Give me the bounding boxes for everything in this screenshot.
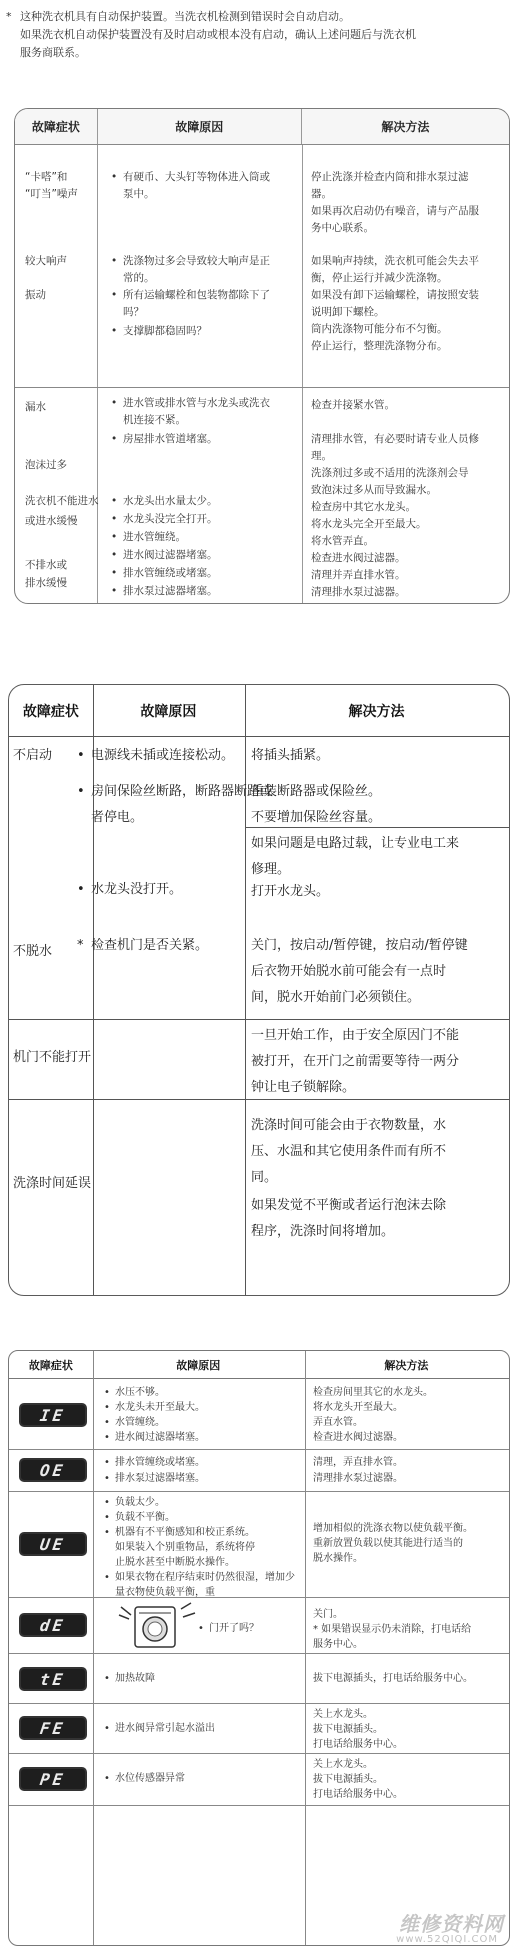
error-code-display: UE — [19, 1532, 87, 1556]
error-code-display: dE — [19, 1613, 87, 1637]
symptom-text: 较大响声 — [25, 255, 67, 267]
solution-text: 将插头插紧。 — [251, 748, 330, 763]
bullet: • — [77, 882, 85, 897]
symptom-text: 不脱水 — [13, 944, 53, 959]
symptom-text: “卡嗒”和 — [25, 171, 68, 183]
cause-text: 房间保险丝断路，断路器断路或 — [91, 784, 274, 799]
solution-text: 检查并接紧水管。 — [311, 399, 395, 411]
solution-text: 停止运行，整理洗涤物分布。 — [311, 340, 448, 352]
solution-text: 清理排水管，有必要时请专业人员修 — [311, 433, 479, 445]
intro-text — [6, 8, 510, 62]
cause-text: 如果装入个别重物品，系统将停 — [115, 1542, 255, 1553]
cause-text: 者停电。 — [91, 810, 144, 825]
solution-text: 说明卸下螺栓。 — [311, 306, 385, 318]
watermark-url: www.52QIQI.COM — [396, 1934, 498, 1945]
cause-text: 吗？ — [123, 306, 144, 318]
header-cause: 故障原因 — [97, 109, 301, 144]
solution-text: 不要增加保险丝容量。 — [251, 810, 382, 825]
cause-text: • 水管缠绕。 — [115, 1415, 165, 1430]
cause-text: • 机器有不平衡感知和校正系统。 — [115, 1525, 255, 1540]
solution-text: 清理并弄直排水管。 — [311, 569, 406, 581]
symptom-text: 机门不能打开 — [13, 1050, 92, 1065]
symptom-text: 或进水缓慢 — [25, 515, 78, 527]
symptom-text: 不排水或 — [25, 559, 67, 571]
row-divider — [9, 1753, 509, 1754]
header-solution: 解决方法 — [348, 703, 405, 720]
troubleshooting-table-1 — [14, 108, 510, 604]
solution-text: 检查房间里其它的水龙头。 — [313, 1387, 433, 1398]
row-divider — [9, 1449, 509, 1450]
symptom-text: 洗涤时间延误 — [13, 1176, 92, 1191]
cause-text: • 加热故障 — [115, 1671, 155, 1686]
column-divider — [93, 685, 94, 1295]
header-solution: 解决方法 — [301, 109, 509, 144]
symptom-text: 漏水 — [25, 401, 46, 413]
solution-text: 后衣物开始脱水前可能会有一点时 — [251, 964, 447, 979]
troubleshooting-table-2 — [8, 684, 510, 1296]
symptom-text: 振动 — [25, 289, 46, 301]
cause-text: 电源线未插或连接松动。 — [91, 748, 235, 763]
cause-text: 常的。 — [123, 272, 155, 284]
washer-door-icon — [111, 1601, 201, 1649]
solution-text: 拔下电源插头，打电话给服务中心。 — [313, 1673, 473, 1684]
cause-text: • 进水阀过滤器堵塞。 — [115, 1430, 205, 1445]
solution-text: 关门，按启动/暂停键，按启动/暂停键 — [251, 938, 468, 953]
solution-text: 拔下电源插头。 — [313, 1774, 383, 1785]
column-divider — [305, 1351, 306, 1945]
header-cause: 故障原因 — [140, 703, 197, 720]
cause-text: • 进水阀过滤器堵塞。 — [123, 547, 218, 564]
solution-text: 一旦开始工作，由于安全原因门不能 — [251, 1028, 460, 1043]
watermark: 维修资料网 — [399, 1912, 504, 1936]
solution-text: 衡，停止运行并减少洗涤物。 — [311, 272, 448, 284]
symptom-text: 洗衣机不能进水 — [25, 495, 99, 507]
header-solution: 解决方法 — [384, 1358, 429, 1372]
solution-text: 清理排水泵过滤器。 — [313, 1473, 403, 1484]
row-divider — [9, 1491, 509, 1492]
solution-text: 如果发觉不平衡或者运行泡沫去除 — [251, 1198, 447, 1213]
error-code-display: tE — [19, 1667, 87, 1691]
cause-text: 机连接不紧。 — [123, 414, 186, 426]
solution-text: 将水管弄直。 — [311, 535, 374, 547]
cause-text: 止脱水甚至中断脱水操作。 — [115, 1557, 235, 1568]
row-divider — [15, 387, 509, 388]
solution-text: 检查进水阀过滤器。 — [313, 1432, 403, 1443]
cause-text: • 负载不平衡。 — [115, 1510, 175, 1525]
solution-text: 被打开，在开门之前需要等待一两分 — [251, 1054, 460, 1069]
row-divider — [9, 1653, 509, 1654]
solution-text: 检查房中其它水龙头。 — [311, 501, 416, 513]
error-code-table — [8, 1350, 510, 1946]
error-code-display: OE — [19, 1458, 87, 1482]
header-symptom: 故障症状 — [28, 1358, 73, 1372]
row-divider — [9, 1703, 509, 1704]
cause-text: • 水位传感器异常 — [115, 1771, 185, 1786]
symptom-text: 泡沫过多 — [25, 459, 67, 471]
solution-text: 筒内洗涤物可能分布不匀衡。 — [311, 323, 448, 335]
solution-text: 修理。 — [251, 862, 291, 877]
header-symptom: 故障症状 — [31, 120, 80, 134]
column-divider — [302, 145, 303, 604]
cause-text: • 进水管或排水管与水龙头或洗衣 — [123, 395, 270, 412]
solution-text: 重装断路器或保险丝。 — [251, 784, 382, 799]
solution-text: 如果响声持续，洗衣机可能会失去平 — [311, 255, 479, 267]
cause-text: • 进水阀异常引起水溢出 — [115, 1721, 215, 1736]
cause-text: • 进水管缠绕。 — [123, 529, 186, 546]
solution-text: 如果再次启动仍有噪音，请与产品服 — [311, 205, 479, 217]
cause-text: 水龙头没打开。 — [91, 882, 183, 897]
solution-text: 增加相似的洗涤衣物以使负载平衡。 — [313, 1523, 473, 1534]
solution-text: 打开水龙头。 — [251, 884, 330, 899]
solution-text: 关上水龙头。 — [313, 1759, 373, 1770]
intro-line-3: 服务商联系。 — [20, 46, 86, 59]
bullet: • — [77, 784, 85, 799]
solution-text: * 如果错误显示仍未消除，打电话给 — [313, 1624, 472, 1635]
table-header — [9, 1351, 509, 1379]
solution-text: 同。 — [251, 1170, 278, 1185]
table-header — [9, 685, 509, 737]
cause-text: • 水龙头出水量太少。 — [123, 493, 218, 510]
table-body — [15, 145, 509, 604]
solution-text: 如果没有卸下运输螺栓，请按照安装 — [311, 289, 479, 301]
solution-text: 停止洗涤并检查内筒和排水泵过滤 — [311, 171, 469, 183]
cause-text: • 水龙头没完全打开。 — [123, 511, 218, 528]
solution-text: 器。 — [311, 188, 332, 200]
solution-text: 理。 — [311, 450, 332, 462]
solution-text: 务中心联系。 — [311, 222, 374, 234]
cause-text: • 水龙头未开至最大。 — [115, 1400, 205, 1415]
solution-text: 关门。 — [313, 1609, 343, 1620]
intro-line-1: * 这种洗衣机具有自动保护装置。当洗衣机检测到错误时会自动启动。 — [6, 10, 350, 23]
symptom-text: 排水缓慢 — [25, 577, 67, 589]
solution-text: 将水龙头开至最大。 — [313, 1402, 403, 1413]
cause-text: • 房屋排水管道堵塞。 — [123, 431, 218, 448]
bullet: • — [77, 748, 85, 763]
cause-text: • 水压不够。 — [115, 1385, 165, 1400]
cause-text: • 洗涤物过多会导致较大响声是正 — [123, 253, 270, 270]
error-code-display: FE — [19, 1716, 87, 1740]
header-cause: 故障原因 — [176, 1358, 221, 1372]
error-code-display: IE — [19, 1403, 87, 1427]
solution-text: 压、水温和其它使用条件而有所不 — [251, 1144, 447, 1159]
cause-text: • 负载太少。 — [115, 1495, 165, 1510]
intro-line-2: 如果洗衣机自动保护装置没有及时启动或根本没有启动，确认上述问题后与洗衣机 — [20, 28, 416, 41]
solution-text: 打电话给服务中心。 — [313, 1789, 403, 1800]
cause-text: • 排水管缠绕或堵塞。 — [115, 1455, 205, 1470]
solution-text: 间，脱水开始前门必须锁住。 — [251, 990, 421, 1005]
solution-text: 将水龙头完全开至最大。 — [311, 518, 427, 530]
cause-text: • 支撑脚都稳固吗？ — [123, 323, 207, 340]
solution-text: 重新放置负载以使其能进行适当的 — [313, 1538, 463, 1549]
cause-text: 检查机门是否关紧。 — [91, 938, 209, 953]
cause-text: • 门开了吗？ — [209, 1621, 259, 1636]
error-code-display: PE — [19, 1767, 87, 1791]
solution-text: 打电话给服务中心。 — [313, 1739, 403, 1750]
column-divider — [97, 145, 98, 604]
cause-text: • 排水泵过滤器堵塞。 — [115, 1471, 205, 1486]
solution-text: 如果问题是电路过载，让专业电工来 — [251, 836, 460, 851]
solution-text: 脱水操作。 — [313, 1553, 363, 1564]
column-divider — [245, 685, 246, 1295]
solution-text: 清理排水泵过滤器。 — [311, 586, 406, 598]
star-mark: * — [77, 938, 84, 953]
solution-text: 洗涤时间可能会由于衣物数量，水 — [251, 1118, 447, 1133]
solution-text: 检查进水阀过滤器。 — [311, 552, 406, 564]
cause-text: • 排水泵过滤器堵塞。 — [123, 583, 218, 600]
cause-text: • 如果衣物在程序结束时仍然很湿，增加少量衣物使负载平衡，重 — [115, 1570, 299, 1600]
symptom-text: “叮当”噪声 — [25, 188, 78, 200]
symptom-text: 不启动 — [13, 748, 53, 763]
solution-text: 拔下电源插头。 — [313, 1724, 383, 1735]
row-divider — [9, 1019, 509, 1020]
solution-text: 致泡沫过多从而导致漏水。 — [311, 484, 437, 496]
solution-text: 弄直水管。 — [313, 1417, 363, 1428]
solution-text: 程序，洗涤时间将增加。 — [251, 1224, 395, 1239]
solution-text: 洗涤剂过多或不适用的洗涤剂会导 — [311, 467, 469, 479]
cause-text: • 排水管缠绕或堵塞。 — [123, 565, 218, 582]
solution-text: 服务中心。 — [313, 1639, 363, 1650]
header-symptom: 故障症状 — [22, 703, 79, 720]
solution-text: 钟让电子锁解除。 — [251, 1080, 356, 1095]
solution-text: 清理，弄直排水管。 — [313, 1457, 403, 1468]
cause-text: • 所有运输螺栓和包装物都除下了 — [123, 287, 270, 304]
cause-text: 泵中。 — [123, 188, 155, 200]
column-divider — [93, 1351, 94, 1945]
row-divider — [9, 1805, 509, 1806]
table-header — [15, 109, 509, 145]
cause-text: • 有硬币、大头钉等物体进入筒或 — [123, 169, 270, 186]
solution-text: 关上水龙头。 — [313, 1709, 373, 1720]
